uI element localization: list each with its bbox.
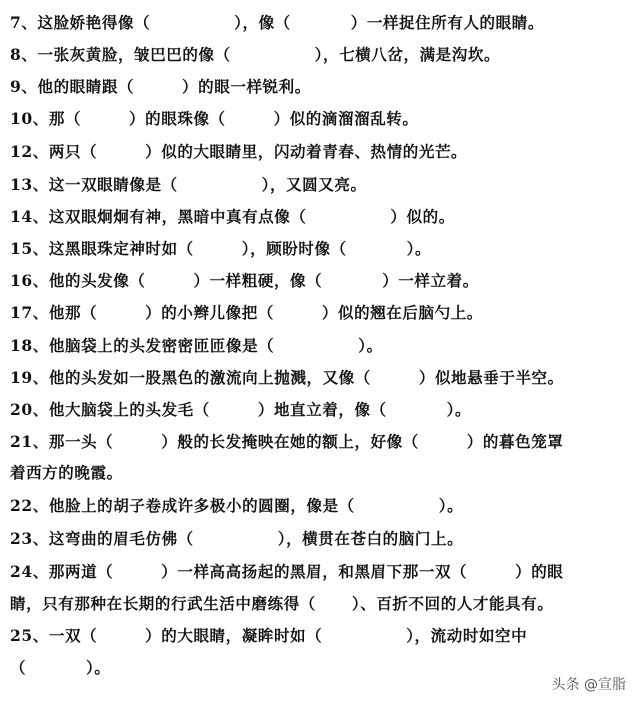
question-23 (10, 530, 632, 548)
question-text: 20、他大脑袋上的头发毛（ ）地直立着，像（ ）。 (10, 400, 472, 419)
question-10 (10, 110, 632, 128)
question-text: 12、两只（ ）似的大眼睛里，闪动着青春、热情的光芒。 (10, 142, 468, 161)
question-17 (10, 304, 632, 322)
question-20 (10, 401, 632, 419)
question-text: 14、这双眼炯炯有神，黑暗中真有点像（ ）似的。 (10, 207, 455, 226)
question-text: 25、一双（ ）的大眼睛，凝眸时如（ ），流动时如空中 (10, 626, 528, 645)
question-text: 7、这脸娇艳得像（ ），像（ ）一样捉住所有人的眼睛。 (10, 13, 544, 32)
question-text: 19、他的头发如一股黑色的激流向上抛溅，又像（ ）似地悬垂于半空。 (10, 368, 564, 387)
question-22 (10, 497, 632, 515)
question-text: （ ）。 (10, 658, 111, 677)
question-8 (10, 46, 632, 64)
question-7 (10, 14, 632, 32)
question-12 (10, 143, 632, 161)
question-text: 9、他的眼睛跟（ ）的眼一样锐利。 (10, 77, 311, 96)
question-16 (10, 272, 632, 290)
question-text: 8、一张灰黄脸，皱巴巴的像（ ），七横八岔，满是沟坎。 (10, 45, 501, 64)
question-text: 着西方的晚霞。 (10, 463, 123, 482)
question-15 (10, 240, 632, 258)
question-text: 22、他脸上的胡子卷成许多极小的圆圈，像是（ ）。 (10, 496, 464, 515)
question-text: 10、那（ ）的眼珠像（ ）似的滴溜溜乱转。 (10, 109, 419, 128)
question-24 (10, 563, 632, 581)
question-text: 15、这黑眼珠定神时如（ ），顾盼时像（ ）。 (10, 239, 432, 258)
question-text: 18、他脑袋上的头发密密匝匝像是（ ）。 (10, 336, 383, 355)
question-text: 13、这一双眼睛像是（ ），又圆又亮。 (10, 175, 367, 194)
question-25 (10, 627, 632, 645)
question-text: 睛，只有那种在长期的行武生活中磨练得（ ）、百折不回的人才能具有。 (10, 594, 554, 613)
question-21-cont (10, 464, 632, 482)
question-text: 16、他的头发像（ ）一样粗硬，像（ ）一样立着。 (10, 271, 479, 290)
question-24-cont (10, 595, 632, 613)
question-text: 23、这弯曲的眉毛仿佛（ ），横贯在苍白的脑门上。 (10, 529, 464, 548)
question-9 (10, 78, 632, 96)
question-18 (10, 337, 632, 355)
question-25-cont (10, 659, 632, 677)
watermark: 头条 @宣脂 (551, 677, 626, 693)
question-13 (10, 176, 632, 194)
question-text: 21、那一头（ ）般的长发掩映在她的额上，好像（ ）的暮色笼罩 (10, 432, 564, 451)
question-21 (10, 433, 632, 451)
question-14 (10, 208, 632, 226)
question-19 (10, 369, 632, 387)
question-text: 24、那两道（ ）一样高高扬起的黑眉，和黑眉下那一双（ ）的眼 (10, 562, 564, 581)
question-text: 17、他那（ ）的小辫儿像把（ ）似的翘在后脑勺上。 (10, 303, 483, 322)
